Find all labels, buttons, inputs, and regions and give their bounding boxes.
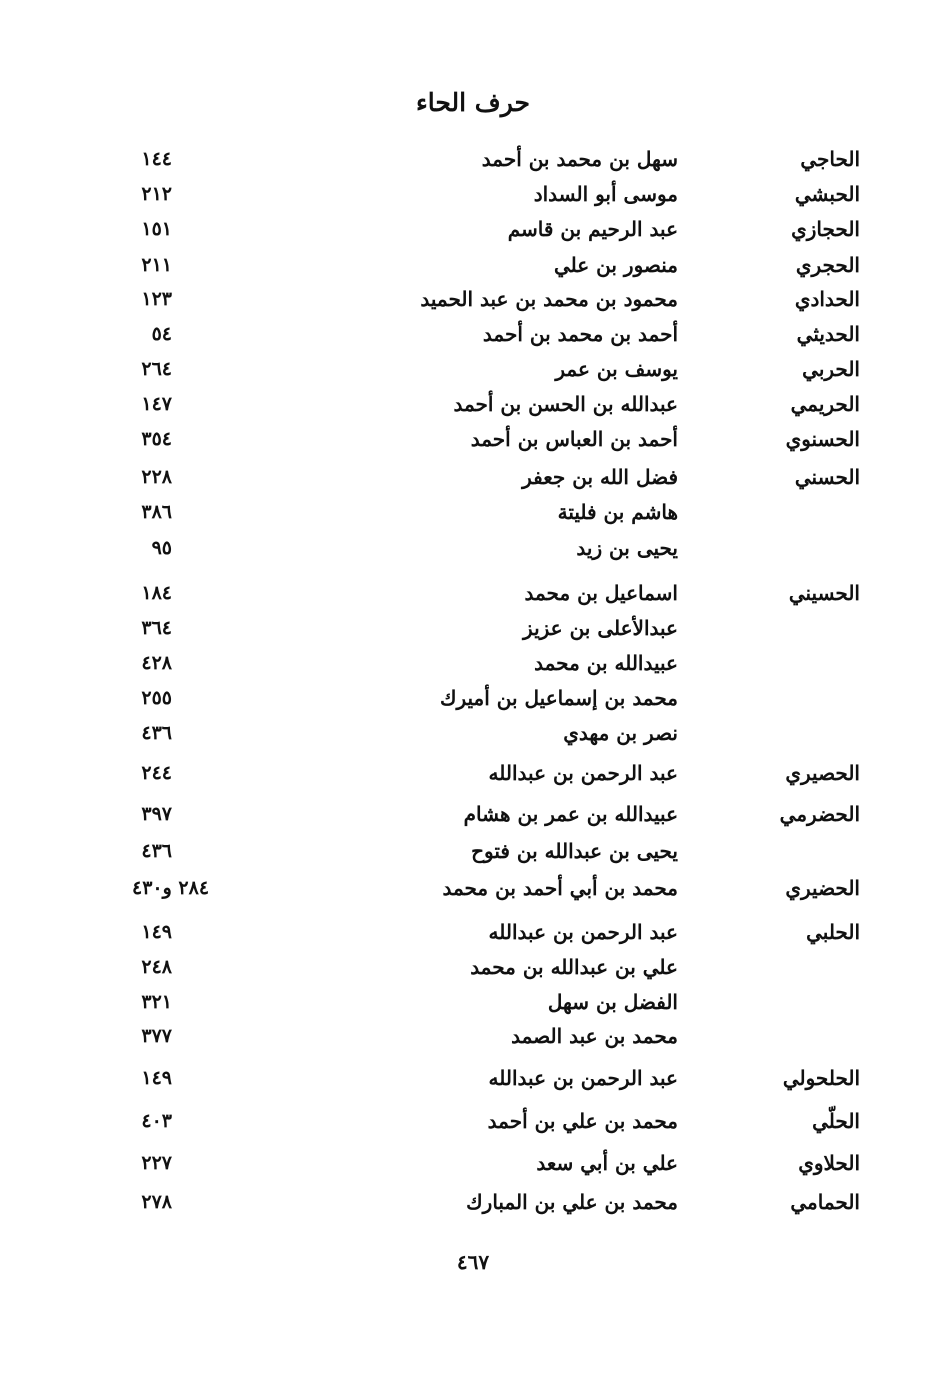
page-title: حرف الحاء bbox=[416, 88, 530, 117]
person-name: عبد الرحمن بن عبدالله bbox=[488, 761, 678, 785]
person-name: يحيى بن زيد bbox=[576, 536, 678, 560]
index-row bbox=[0, 251, 946, 285]
person-name: علي بن عبدالله بن محمد bbox=[470, 955, 678, 979]
index-row bbox=[0, 425, 946, 459]
page-reference: ٢٤٨ bbox=[141, 956, 172, 978]
page-reference: ٤٣٦ bbox=[141, 722, 172, 744]
nisba-label: الحمامي bbox=[790, 1190, 860, 1214]
index-row bbox=[0, 498, 946, 532]
index-row bbox=[0, 759, 946, 793]
nisba-label: الحربي bbox=[802, 357, 860, 381]
index-row bbox=[0, 684, 946, 718]
page-reference: ٣٥٤ bbox=[141, 428, 172, 450]
page-reference: ٢٧٨ bbox=[141, 1191, 172, 1213]
person-name: علي بن أبي سعد bbox=[536, 1151, 678, 1175]
person-name: أحمد بن محمد بن أحمد bbox=[482, 322, 678, 346]
index-row bbox=[0, 285, 946, 319]
person-name: عبدالأعلى بن عزيز bbox=[523, 616, 678, 640]
page-reference: ٢٢٨ bbox=[141, 466, 172, 488]
page-reference: ٣٢١ bbox=[141, 991, 172, 1013]
nisba-label: الحجازي bbox=[791, 217, 860, 241]
index-row bbox=[0, 320, 946, 354]
index-row bbox=[0, 1022, 946, 1056]
person-name: سهل بن محمد بن أحمد bbox=[481, 147, 678, 171]
person-name: عبيدالله بن محمد bbox=[534, 651, 678, 675]
index-row bbox=[0, 649, 946, 683]
index-row bbox=[0, 614, 946, 648]
nisba-label: الحصيري bbox=[785, 761, 860, 785]
nisba-label: الحريمي bbox=[790, 392, 860, 416]
page-reference: ١٥١ bbox=[141, 218, 172, 240]
person-name: هاشم بن فليتة bbox=[557, 500, 678, 524]
index-row bbox=[0, 145, 946, 179]
person-name: يحيى بن عبدالله بن فتوح bbox=[471, 839, 678, 863]
index-row bbox=[0, 1188, 946, 1222]
page-reference: ٣٩٧ bbox=[141, 803, 172, 825]
person-name: عبد الرحيم بن قاسم bbox=[507, 217, 678, 241]
person-name: نصر بن مهدي bbox=[563, 721, 678, 745]
index-row bbox=[0, 719, 946, 753]
nisba-label: الحسنوي bbox=[785, 427, 860, 451]
page-reference: ٢٦٤ bbox=[141, 358, 172, 380]
page-reference: ٣٦٤ bbox=[141, 617, 172, 639]
page-number: ٤٦٧ bbox=[456, 1250, 490, 1274]
index-row bbox=[0, 463, 946, 497]
page-reference: ٣٨٦ bbox=[141, 501, 172, 523]
page-reference: ١٤٧ bbox=[141, 393, 172, 415]
page-reference: ٢٨٤ و٤٣٠ bbox=[132, 877, 210, 899]
page-reference: ١٤٤ bbox=[141, 148, 172, 170]
index-row bbox=[0, 390, 946, 424]
page-reference: ٢٢٧ bbox=[141, 1152, 172, 1174]
page-reference: ١٢٣ bbox=[141, 288, 172, 310]
nisba-label: الحلّي bbox=[812, 1109, 860, 1133]
person-name: محمود بن محمد بن عبد الحميد bbox=[420, 287, 678, 311]
index-row bbox=[0, 874, 946, 908]
nisba-label: الحديثي bbox=[796, 322, 860, 346]
index-row bbox=[0, 215, 946, 249]
nisba-label: الحسيني bbox=[788, 581, 860, 605]
person-name: اسماعيل بن محمد bbox=[524, 581, 678, 605]
person-name: منصور بن علي bbox=[553, 253, 678, 277]
person-name: عبدالله بن الحسن بن أحمد bbox=[453, 392, 678, 416]
index-row bbox=[0, 1149, 946, 1183]
nisba-label: الحجري bbox=[795, 253, 860, 277]
index-row bbox=[0, 534, 946, 568]
person-name: محمد بن عبد الصمد bbox=[511, 1024, 678, 1048]
person-name: محمد بن علي بن المبارك bbox=[466, 1190, 678, 1214]
nisba-label: الحضرمي bbox=[779, 802, 860, 826]
person-name: محمد بن علي بن أحمد bbox=[487, 1109, 678, 1133]
nisba-label: الحاجي bbox=[800, 147, 860, 171]
person-name: عبيدالله بن عمر بن هشام bbox=[463, 802, 678, 826]
nisba-label: الحدادي bbox=[794, 287, 860, 311]
person-name: موسى أبو السداد bbox=[533, 182, 678, 206]
person-name: يوسف بن عمر bbox=[555, 357, 678, 381]
page-reference: ٩٥ bbox=[151, 537, 172, 559]
page-reference: ٢٥٥ bbox=[141, 687, 172, 709]
index-row bbox=[0, 953, 946, 987]
nisba-label: الحبشي bbox=[794, 182, 860, 206]
person-name: أحمد بن العباس بن أحمد bbox=[470, 427, 678, 451]
person-name: محمد بن إسماعيل بن أميرك bbox=[439, 686, 678, 710]
person-name: فضل الله بن جعفر bbox=[522, 465, 678, 489]
index-row bbox=[0, 180, 946, 214]
page-reference: ٢١١ bbox=[141, 254, 172, 276]
page-reference: ٤٣٦ bbox=[141, 840, 172, 862]
page-reference: ١٤٩ bbox=[141, 921, 172, 943]
person-name: محمد بن أبي أحمد بن محمد bbox=[442, 876, 678, 900]
person-name: عبد الرحمن بن عبدالله bbox=[488, 920, 678, 944]
page-reference: ٤٢٨ bbox=[141, 652, 172, 674]
person-name: الفضل بن سهل bbox=[547, 990, 678, 1014]
index-row bbox=[0, 1107, 946, 1141]
nisba-label: الحلاوي bbox=[798, 1151, 860, 1175]
person-name: عبد الرحمن بن عبدالله bbox=[488, 1066, 678, 1090]
index-row bbox=[0, 1064, 946, 1098]
page-reference: ٤٠٣ bbox=[141, 1110, 172, 1132]
page-reference: ٥٤ bbox=[151, 323, 172, 345]
page-reference: ١٨٤ bbox=[141, 582, 172, 604]
page-reference: ١٤٩ bbox=[141, 1067, 172, 1089]
index-row bbox=[0, 355, 946, 389]
index-row bbox=[0, 579, 946, 613]
index-row bbox=[0, 988, 946, 1022]
page-reference: ٢١٢ bbox=[141, 183, 172, 205]
index-row bbox=[0, 837, 946, 871]
nisba-label: الحلحولي bbox=[782, 1066, 860, 1090]
nisba-label: الحسني bbox=[794, 465, 860, 489]
index-row bbox=[0, 800, 946, 834]
page-reference: ٣٧٧ bbox=[141, 1025, 172, 1047]
page-reference: ٢٤٤ bbox=[141, 762, 172, 784]
index-row bbox=[0, 918, 946, 952]
nisba-label: الحلبي bbox=[806, 920, 860, 944]
nisba-label: الحضيري bbox=[785, 876, 860, 900]
